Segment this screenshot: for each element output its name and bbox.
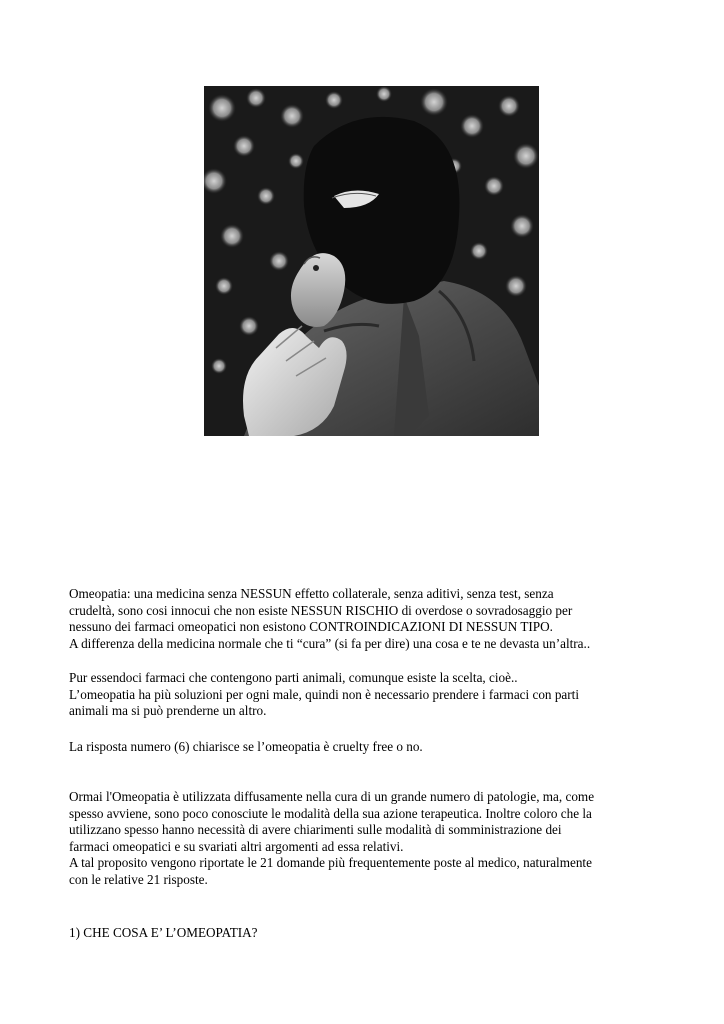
text-line: nessuno dei farmaci omeopatici non esistono CONTROINDICAZIONI DI NESSUN TIPO.	[69, 619, 553, 635]
text-line: farmaci omeopatici e su svariati altri argomenti ad essa relativi.	[69, 838, 404, 854]
cruelty-free-paragraph	[69, 739, 669, 756]
text-line: utilizzano spesso hanno necessità di avere chiarimenti sulle modalità di somministrazione dei	[69, 822, 562, 838]
text-line: A tal proposito vengono riportate le 21 domande più frequentemente poste al medico, naturalmente	[69, 855, 592, 871]
text-line: Omeopatia: una medicina senza NESSUN effetto collaterale, senza aditivi, senza test, senza	[69, 586, 554, 601]
intro-paragraph	[69, 586, 669, 652]
animal-parts-paragraph	[69, 670, 669, 720]
text-line: A differenza della medicina normale che ti “cura” (si fa per dire) una cosa e te ne devasta un’altra..	[69, 635, 591, 651]
text-line: L’omeopatia ha più soluzioni per ogni male, quindi non è necessario prendere i farmaci con parti	[69, 686, 579, 702]
text-line: crudeltà, sono cosi innocui che non esiste NESSUN RISCHIO di overdose o sovradosaggio per	[69, 602, 573, 618]
text-line: con le relative 21 risposte.	[69, 871, 208, 887]
section-heading	[69, 925, 669, 942]
text-line: animali ma si può prenderne un altro.	[69, 703, 267, 719]
text-line: Ormai l'Omeopatia è utilizzata diffusamente nella cura di un grande numero di patologie, ma, come	[69, 789, 595, 804]
masked-person-photo	[204, 86, 539, 436]
text-line: La risposta numero (6) chiarisce se l’omeopatia è cruelty free o no.	[69, 739, 423, 754]
text-line: Pur essendoci farmaci che contengono parti animali, comunque esiste la scelta, cioè..	[69, 670, 518, 685]
usage-paragraph	[69, 789, 669, 889]
text-line: spesso avviene, sono poco conosciute le modalità della sua azione terapeutica. Inoltre coloro che la	[69, 805, 592, 821]
heading-text: 1) CHE COSA E’ L’OMEOPATIA?	[69, 925, 258, 940]
